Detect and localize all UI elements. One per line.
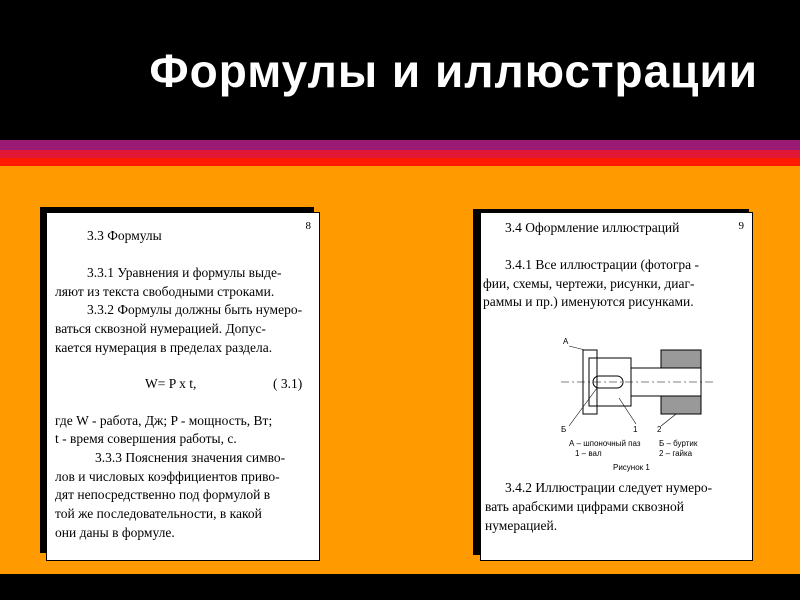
text-line: 3.3.1 Уравнения и формулы выде- <box>87 265 282 280</box>
text-line: 3.3.3 Пояснения значения симво- <box>95 450 286 465</box>
text-line: нумерацией. <box>485 518 558 533</box>
label-1: 1 <box>633 425 638 434</box>
text-line: 3.3.2 Формулы должны быть нумеро- <box>87 302 303 317</box>
text-line: кается нумерация в пределах раздела. <box>55 340 273 355</box>
legend-1: 1 – вал <box>575 449 602 458</box>
nut-bottom <box>661 396 701 414</box>
right-page-card <box>480 212 753 561</box>
formula-number: ( 3.1) <box>273 376 303 391</box>
text-line: ляют из текста свободными строками. <box>55 284 275 299</box>
figure-caption: Рисунок 1 <box>613 463 650 472</box>
text-line: дят непосредственно под формулой в <box>55 487 271 502</box>
stripe-red <box>0 158 800 166</box>
stripe-crimson <box>0 150 800 158</box>
text-line: они даны в формуле. <box>55 525 175 540</box>
label-a: А <box>563 337 569 346</box>
legend-2: 2 – гайка <box>659 449 693 458</box>
left-page-card <box>46 212 320 561</box>
label-b: Б <box>561 425 567 434</box>
text-line: раммы и пр.) именуются рисунками. <box>483 294 694 309</box>
label-2: 2 <box>657 425 662 434</box>
text-line: 3.4.1 Все иллюстрации (фотогра - <box>505 257 699 272</box>
slide-title: Формулы и иллюстрации <box>149 45 758 97</box>
section-heading: 3.4 Оформление иллюстраций <box>505 220 680 235</box>
text-line: вать арабскими цифрами сквозной <box>485 499 684 514</box>
nut-top <box>661 350 701 368</box>
page-number: 8 <box>305 220 311 232</box>
page-number: 9 <box>738 220 744 232</box>
text-line: 3.4.2 Иллюстрации следует нумеро- <box>505 480 713 495</box>
shaft-drawing-figure <box>541 328 741 478</box>
formula: W= P x t, <box>145 376 197 391</box>
text-line: где W - работа, Дж; P - мощность, Вт; <box>55 413 273 428</box>
section-heading: 3.3 Формулы <box>87 228 162 243</box>
legend-b: Б – буртик <box>659 439 698 448</box>
text-line: фии, схемы, чертежи, рисунки, диаг- <box>483 276 695 291</box>
text-line: t - время совершения работы, с. <box>55 431 237 446</box>
legend-a: А – шпоночный паз <box>569 439 641 448</box>
text-line: той же последовательности, в какой <box>55 506 262 521</box>
text-line: ваться сквозной нумерацией. Допус- <box>55 321 266 336</box>
text-line: лов и числовых коэффициентов приво- <box>55 469 280 484</box>
stripe-purple <box>0 140 800 150</box>
